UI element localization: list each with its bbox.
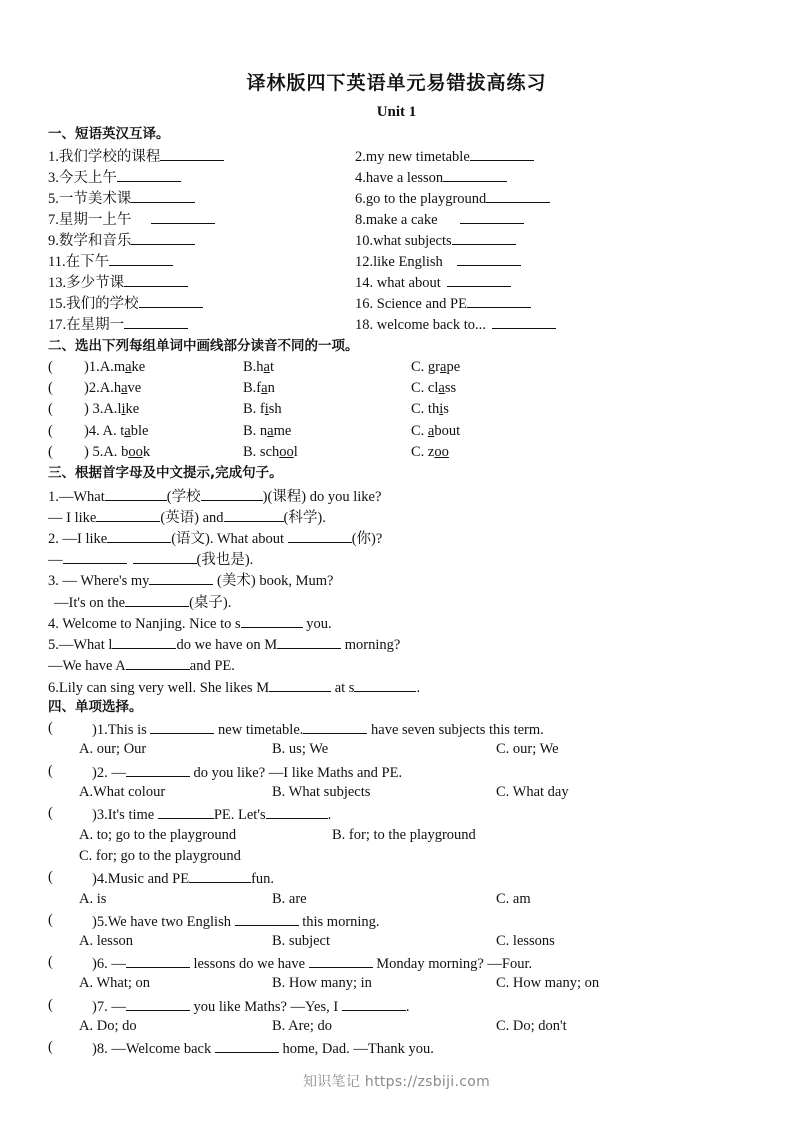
stem-text: fun. xyxy=(251,871,275,887)
answer-blank[interactable] xyxy=(215,1037,279,1053)
s2-option-a xyxy=(84,378,141,399)
answer-blank[interactable] xyxy=(447,271,511,287)
answer-paren[interactable]: ( xyxy=(48,444,53,460)
sentence-text: — xyxy=(48,552,63,568)
s1-left-item xyxy=(48,292,203,315)
answer-blank[interactable] xyxy=(105,485,167,501)
word-part: k xyxy=(142,444,151,460)
s3-line xyxy=(0,548,793,569)
underlined-letters: oo xyxy=(434,444,449,460)
underlined-letters: oo xyxy=(128,444,143,460)
answer-blank[interactable] xyxy=(443,166,507,182)
sentence-text: morning? xyxy=(341,637,401,653)
answer-blank[interactable] xyxy=(241,612,303,628)
answer-blank[interactable] xyxy=(151,208,215,224)
answer-paren[interactable]: ( xyxy=(48,805,53,821)
s1-row xyxy=(0,166,793,187)
word-part: C. gr xyxy=(411,359,440,375)
answer-blank[interactable] xyxy=(107,527,171,543)
word-part: t xyxy=(269,359,275,375)
s1-right-text: 16. Science and PE xyxy=(355,296,467,312)
s4-options xyxy=(0,973,793,994)
answer-paren[interactable]: ( xyxy=(48,359,53,375)
answer-blank[interactable] xyxy=(342,995,406,1011)
s1-left-text: 9.数学和音乐 xyxy=(48,233,132,249)
option-b[interactable]: B. Are; do xyxy=(272,1018,333,1034)
stem-text: do you like? —I like Maths and PE. xyxy=(189,765,403,781)
underlined-letters: a xyxy=(427,423,435,439)
word-part: C. cl xyxy=(411,380,439,396)
s4-options xyxy=(0,782,793,803)
question-text xyxy=(92,910,380,933)
underlined-letters: a xyxy=(125,359,132,375)
answer-paren[interactable]: ( xyxy=(48,912,53,928)
sentence-text: )(课程) do you like? xyxy=(262,489,382,505)
word-part: C. th xyxy=(411,401,440,417)
s4-question xyxy=(0,952,793,973)
item-number: )2.A. xyxy=(84,380,114,396)
option-c[interactable]: C. am xyxy=(496,891,531,907)
option-c[interactable]: C. Do; don't xyxy=(496,1018,567,1034)
s3-sentence xyxy=(48,612,332,635)
answer-blank[interactable] xyxy=(269,676,331,692)
answer-blank[interactable] xyxy=(126,995,190,1011)
s1-right-text: 2.my new timetable xyxy=(355,149,470,165)
answer-blank[interactable] xyxy=(160,145,224,161)
sentence-text: — I like xyxy=(48,510,97,526)
word-part: bout xyxy=(434,423,461,439)
answer-blank[interactable] xyxy=(133,548,197,564)
answer-blank[interactable] xyxy=(354,676,416,692)
option-a[interactable]: A. is xyxy=(79,891,107,907)
s1-left-item xyxy=(48,271,188,294)
sentence-text: (英语) and xyxy=(160,510,224,526)
section-4-heading-line xyxy=(0,697,793,718)
stem-text: . xyxy=(327,807,332,823)
question-text xyxy=(92,1037,434,1060)
sentence-text: —It's on the xyxy=(54,595,126,611)
s3-line xyxy=(0,485,793,506)
s1-left-text: 7.星期一上午 xyxy=(48,212,132,228)
sentence-text: (我也是). xyxy=(196,552,254,568)
sentence-text: (你)? xyxy=(351,531,383,547)
underlined-letters: a xyxy=(124,423,131,439)
s1-left-item xyxy=(48,313,188,336)
s1-left-text: 3.今天上午 xyxy=(48,170,117,186)
s1-right-item xyxy=(355,229,516,252)
option-c[interactable]: C. our; We xyxy=(496,741,559,757)
underlined-letters: i xyxy=(439,401,444,417)
s4-options xyxy=(0,889,793,910)
s2-row xyxy=(0,378,793,399)
option-c[interactable]: C. for; go to the playground xyxy=(79,848,241,864)
s1-row xyxy=(0,271,793,292)
answer-blank[interactable] xyxy=(492,313,556,329)
s1-left-item xyxy=(48,145,224,168)
stem-text: )4.Music and PE xyxy=(92,871,190,887)
answer-paren[interactable]: ( xyxy=(48,869,53,885)
answer-blank[interactable] xyxy=(277,633,341,649)
s2-option-a xyxy=(84,399,139,420)
answer-blank[interactable] xyxy=(460,208,524,224)
word-part: ble xyxy=(130,423,149,439)
option-a[interactable]: A. Do; do xyxy=(79,1018,137,1034)
answer-blank[interactable] xyxy=(126,761,190,777)
s1-row xyxy=(0,292,793,313)
underlined-letters: i xyxy=(121,401,126,417)
unit-heading: Unit 1 xyxy=(376,104,417,120)
s1-right-item xyxy=(355,145,534,168)
s3-sentence xyxy=(48,485,381,508)
s4-question xyxy=(0,803,793,824)
option-b[interactable]: B. subject xyxy=(272,933,330,949)
answer-blank[interactable] xyxy=(470,145,534,161)
section-1-heading: 一、短语英汉互译。 xyxy=(48,126,170,142)
s1-row xyxy=(0,313,793,334)
answer-blank[interactable] xyxy=(150,718,214,734)
s3-line xyxy=(0,612,793,633)
s1-right-text: 4.have a lesson xyxy=(355,170,444,186)
answer-paren[interactable]: ( xyxy=(48,720,53,736)
sentence-text: 3. — Where's my xyxy=(48,573,150,589)
answer-blank[interactable] xyxy=(131,229,195,245)
s2-option-c xyxy=(411,421,460,442)
s1-right-item xyxy=(355,313,556,336)
stem-text: new timetable. xyxy=(214,722,304,738)
s3-sentence xyxy=(48,506,326,529)
s3-sentence xyxy=(48,548,253,571)
word-part: l xyxy=(293,444,298,460)
s3-line xyxy=(0,506,793,527)
stem-text: home, Dad. —Thank you. xyxy=(278,1041,434,1057)
sentence-text: 6.Lily can sing very well. She likes M xyxy=(48,680,270,696)
word-part: C. z xyxy=(411,444,435,460)
s1-row xyxy=(0,250,793,271)
option-c[interactable]: C. What day xyxy=(496,784,569,800)
word-part: b xyxy=(121,444,129,460)
s3-line xyxy=(0,654,793,675)
s4-options xyxy=(0,825,793,846)
s3-sentence xyxy=(48,527,382,550)
stem-text: PE. Let's xyxy=(213,807,266,823)
question-text xyxy=(92,952,532,975)
underlined-letters: a xyxy=(267,423,274,439)
s2-option-c xyxy=(411,357,460,378)
s1-left-item xyxy=(48,166,181,189)
s1-right-text: 10.what subjects xyxy=(355,233,452,249)
stem-text: this morning. xyxy=(298,914,380,930)
answer-blank[interactable] xyxy=(467,292,531,308)
s1-right-item xyxy=(355,187,550,210)
underlined-letters: a xyxy=(438,380,445,396)
question-text xyxy=(92,803,331,826)
s1-left-text: 5.一节美术课 xyxy=(48,191,132,207)
sentence-text: 4. Welcome to Nanjing. Nice to s xyxy=(48,616,241,632)
stem-text: )8. —Welcome back xyxy=(92,1041,215,1057)
answer-blank[interactable] xyxy=(126,654,190,670)
stem-text: . xyxy=(405,999,410,1015)
s4-question xyxy=(0,910,793,931)
stem-text: )6. — xyxy=(92,956,126,972)
s4-options xyxy=(0,739,793,760)
s1-row xyxy=(0,229,793,250)
s1-left-item xyxy=(48,208,215,231)
section-2-heading: 二、选出下列每组单词中画线部分读音不同的一项。 xyxy=(48,338,359,354)
answer-blank[interactable] xyxy=(112,633,176,649)
s4-question xyxy=(0,995,793,1016)
answer-blank[interactable] xyxy=(158,803,214,819)
s2-option-a xyxy=(84,357,145,378)
answer-paren[interactable]: ( xyxy=(48,423,53,439)
stem-text: )2. — xyxy=(92,765,126,781)
sentence-text: do we have on M xyxy=(176,637,278,653)
s2-option-b xyxy=(243,442,298,463)
answer-paren[interactable]: ( xyxy=(48,1039,53,1055)
section-4-heading: 四、单项选择。 xyxy=(48,699,143,715)
answer-blank[interactable] xyxy=(139,292,203,308)
word-part: B.f xyxy=(243,380,262,396)
sentence-text: (科学). xyxy=(283,510,326,526)
section-3-heading-line xyxy=(0,463,793,484)
question-text xyxy=(92,761,402,784)
stem-text: )7. — xyxy=(92,999,126,1015)
s3-sentence xyxy=(48,654,235,677)
item-number: ) 5.A. xyxy=(84,444,122,460)
answer-blank[interactable] xyxy=(189,867,251,883)
stem-text: )3.It's time xyxy=(92,807,158,823)
answer-blank[interactable] xyxy=(288,527,352,543)
s1-left-text: 15.我们的学校 xyxy=(48,296,139,312)
answer-blank[interactable] xyxy=(486,187,550,203)
stem-text: lessons do we have xyxy=(189,956,309,972)
s3-line xyxy=(0,633,793,654)
option-b[interactable]: B. How many; in xyxy=(272,975,372,991)
s2-option-c xyxy=(411,399,449,420)
word-part: B. f xyxy=(243,401,265,417)
s1-left-item xyxy=(48,229,195,252)
word-part: t xyxy=(120,423,125,439)
s1-right-item xyxy=(355,271,511,294)
stem-text: )5.We have two English xyxy=(92,914,235,930)
word-part: m xyxy=(113,359,126,375)
stem-text: have seven subjects this term. xyxy=(367,722,544,738)
answer-blank[interactable] xyxy=(117,166,181,182)
option-b[interactable]: B. What subjects xyxy=(272,784,371,800)
answer-blank[interactable] xyxy=(452,229,516,245)
s1-right-item xyxy=(355,250,521,273)
s4-question xyxy=(0,1037,793,1058)
s1-row xyxy=(0,187,793,208)
s2-option-c xyxy=(411,378,456,399)
question-text xyxy=(92,995,409,1018)
s2-option-b xyxy=(243,399,282,420)
s4-question xyxy=(0,867,793,888)
option-b[interactable]: B. us; We xyxy=(272,741,329,757)
s3-sentence xyxy=(54,591,231,614)
item-number: )4. A. xyxy=(84,423,121,439)
s2-row xyxy=(0,399,793,420)
s1-right-text: 8.make a cake xyxy=(355,212,438,228)
s1-row xyxy=(0,145,793,166)
answer-blank[interactable] xyxy=(124,313,188,329)
s4-options xyxy=(0,1016,793,1037)
s2-option-b xyxy=(243,357,274,378)
s2-option-a xyxy=(84,421,148,442)
section-1-heading-line xyxy=(0,124,793,145)
section-3-heading: 三、根据首字母及中文提示,完成句子。 xyxy=(48,465,283,481)
s1-left-item xyxy=(48,187,195,210)
word-part: B. n xyxy=(243,423,268,439)
answer-blank[interactable] xyxy=(224,506,284,522)
s2-option-a xyxy=(84,442,150,463)
s4-question xyxy=(0,718,793,739)
underlined-letters: a xyxy=(440,359,447,375)
underlined-letters: oo xyxy=(279,444,294,460)
answer-blank[interactable] xyxy=(96,506,160,522)
s2-row xyxy=(0,421,793,442)
s1-right-text: 14. what about xyxy=(355,275,441,291)
sentence-text: (学校 xyxy=(166,489,201,505)
answer-blank[interactable] xyxy=(201,485,263,501)
s1-left-text: 1.我们学校的课程 xyxy=(48,149,161,165)
option-b[interactable]: B. are xyxy=(272,891,307,907)
s1-right-text: 18. welcome back to... xyxy=(355,317,486,333)
answer-blank[interactable] xyxy=(303,718,367,734)
word-part: ve xyxy=(127,380,142,396)
question-text xyxy=(92,718,544,741)
sentence-text: —We have A xyxy=(48,658,126,674)
s3-line xyxy=(0,676,793,697)
word-part: ke xyxy=(125,401,140,417)
answer-blank[interactable] xyxy=(309,952,373,968)
word-part: B. sch xyxy=(243,444,280,460)
answer-blank[interactable] xyxy=(126,952,190,968)
answer-blank[interactable] xyxy=(235,910,299,926)
sentence-text: (美术) book, Mum? xyxy=(213,573,334,589)
word-part: C. xyxy=(411,423,428,439)
s3-sentence xyxy=(48,676,420,699)
word-part: B.h xyxy=(243,359,264,375)
s4-options xyxy=(0,846,793,867)
s3-sentence xyxy=(48,633,400,656)
s2-row xyxy=(0,357,793,378)
word-part: s xyxy=(443,401,449,417)
s1-left-text: 11.在下午 xyxy=(48,254,110,270)
s2-option-b xyxy=(243,378,275,399)
word-part: h xyxy=(113,380,122,396)
s4-options xyxy=(0,931,793,952)
word-part: me xyxy=(273,423,292,439)
answer-paren[interactable]: ( xyxy=(48,954,53,970)
sentence-text: 5.—What l xyxy=(48,637,113,653)
watermark-footer: 知识笔记 https://zsbiji.com xyxy=(302,1074,491,1090)
section-2-heading-line xyxy=(0,336,793,357)
s3-line xyxy=(0,591,793,612)
s1-left-text: 17.在星期一 xyxy=(48,317,125,333)
sentence-text: 2. —I like xyxy=(48,531,108,547)
answer-paren[interactable]: ( xyxy=(48,763,53,779)
answer-blank[interactable] xyxy=(457,250,521,266)
answer-blank[interactable] xyxy=(266,803,328,819)
word-part: pe xyxy=(446,359,461,375)
sentence-text: at s xyxy=(331,680,355,696)
answer-blank[interactable] xyxy=(63,548,127,564)
s1-right-text: 12.like English xyxy=(355,254,443,270)
underlined-letters: a xyxy=(121,380,128,396)
answer-paren[interactable]: ( xyxy=(48,401,53,417)
sentence-text: 1.—What xyxy=(48,489,105,505)
option-a[interactable]: A.What colour xyxy=(79,784,166,800)
s3-sentence xyxy=(48,569,333,592)
option-c[interactable]: C. How many; on xyxy=(496,975,600,991)
word-part: ke xyxy=(131,359,146,375)
stem-text: )1.This is xyxy=(92,722,151,738)
s2-option-b xyxy=(243,421,291,442)
option-a[interactable]: A. our; Our xyxy=(79,741,147,757)
underlined-letters: a xyxy=(261,380,268,396)
underlined-letters: a xyxy=(263,359,270,375)
s1-row xyxy=(0,208,793,229)
sentence-text: (语文). What about xyxy=(171,531,288,547)
s1-right-item xyxy=(355,208,524,231)
answer-blank[interactable] xyxy=(131,187,195,203)
stem-text: Monday morning? —Four. xyxy=(372,956,533,972)
s2-option-c xyxy=(411,442,449,463)
s1-right-item xyxy=(355,166,507,189)
option-b[interactable]: B. for; to the playground xyxy=(332,827,476,843)
s3-line xyxy=(0,527,793,548)
option-a[interactable]: A. What; on xyxy=(79,975,151,991)
word-part: sh xyxy=(268,401,282,417)
word-part: l xyxy=(117,401,122,417)
sentence-text: you. xyxy=(302,616,332,632)
s1-right-item xyxy=(355,292,531,315)
answer-blank[interactable] xyxy=(124,271,188,287)
item-number: )1.A. xyxy=(84,359,114,375)
word-part: n xyxy=(267,380,275,396)
option-a[interactable]: A. lesson xyxy=(79,933,133,949)
answer-paren[interactable]: ( xyxy=(48,380,53,396)
sentence-text: (桌子). xyxy=(189,595,232,611)
answer-blank[interactable] xyxy=(109,250,173,266)
word-part: ss xyxy=(444,380,457,396)
s3-line xyxy=(0,569,793,590)
answer-blank[interactable] xyxy=(125,591,189,607)
s1-left-item xyxy=(48,250,173,273)
s2-row xyxy=(0,442,793,463)
underlined-letters: i xyxy=(264,401,269,417)
option-c[interactable]: C. lessons xyxy=(496,933,555,949)
sentence-text: . xyxy=(416,680,421,696)
s1-left-text: 13.多少节课 xyxy=(48,275,125,291)
question-text xyxy=(92,867,274,890)
stem-text: you like Maths? —Yes, I xyxy=(189,999,342,1015)
s4-question xyxy=(0,761,793,782)
answer-blank[interactable] xyxy=(149,569,213,585)
sentence-text: and PE. xyxy=(189,658,235,674)
item-number: ) 3.A. xyxy=(84,401,118,417)
option-a[interactable]: A. to; go to the playground xyxy=(79,827,237,843)
answer-paren[interactable]: ( xyxy=(48,997,53,1013)
s1-right-text: 6.go to the playground xyxy=(355,191,487,207)
page-title: 译林版四下英语单元易错拔高练习 xyxy=(246,72,547,94)
